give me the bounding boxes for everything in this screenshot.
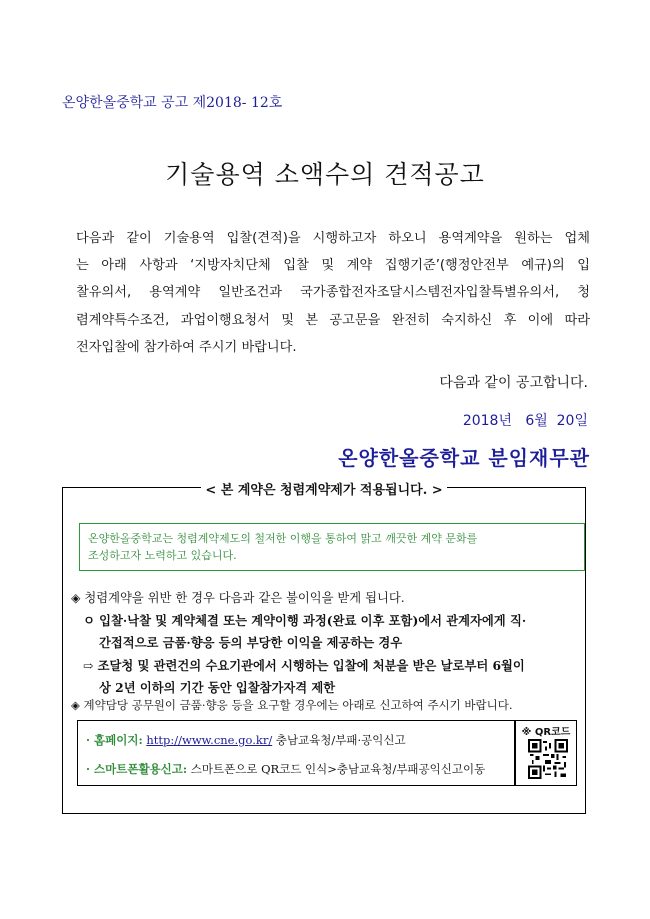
page-title: 기술용역 소액수의 견적공고 <box>165 160 485 189</box>
integrity-box <box>62 483 586 814</box>
intro-line: 전자입찰에 참가하여 주시기 바랍니다. <box>76 339 297 355</box>
smartphone-report-line <box>86 761 485 777</box>
homepage-path: 충남교육청/부패·공익신고 <box>275 733 406 747</box>
green-text-line: 온양한올중학교는 청렴계약제도의 철저한 이행을 통하여 맑고 깨끗한 계약 문화를 <box>88 532 478 545</box>
notice-number: 온양한올중학교 공고 제2018- 12호 <box>62 95 283 111</box>
intro-line: 는 아래 사항과 ‘지방자치단체 입찰 및 계약 집행기준’(행정안전부 예규)의 입 <box>76 258 590 274</box>
integrity-heading <box>63 479 585 498</box>
intro-line: 다음과 같이 기술용역 입찰(견적)을 시행하고자 하오니 용역계약을 원하는 업체 <box>76 231 590 246</box>
report-box <box>77 720 515 786</box>
announce-text: 다음과 같이 공고합니다. <box>439 375 588 391</box>
integrity-heading-text: < 본 계약은 청렴계약제가 적용됩니다. > <box>201 483 446 498</box>
smartphone-label: · 스마트폰활용신고: <box>86 762 188 776</box>
qr-label: ※ QR코드 <box>521 727 571 738</box>
penalty-sub1-line2: 간접적으로 금품·향응 등의 부당한 이익을 제공하는 경우 <box>99 635 403 650</box>
integrity-green-box <box>79 523 585 571</box>
intro-paragraph <box>76 225 590 361</box>
penalty-bullet: ◈ 청렴계약을 위반 한 경우 다음과 같은 불이익을 받게 됩니다. <box>71 591 405 605</box>
smartphone-text: 스마트폰으로 QR코드 인식>충남교육청/부패공익신고이동 <box>190 762 486 776</box>
penalty-sub2-line1: ⇨ 조달청 및 관련건의 수요기관에서 시행하는 입찰에 처분을 받은 날로부터 6월이 <box>83 658 525 673</box>
issuer-name: 온양한올중학교 분임재무관 <box>338 446 590 470</box>
report-bullet: ◈ 계약담당 공무원이 금품·향응 등을 요구할 경우에는 아래로 신고하여 주시기 바랍니다. <box>71 698 513 712</box>
penalty-sub2-line2: 상 2년 이하의 기간 동안 입찰참가자격 제한 <box>99 680 336 695</box>
homepage-link[interactable]: http://www.cne.go.kr/ <box>146 733 273 747</box>
penalty-sub1-line1: ㅇ 입찰·낙찰 및 계약체결 또는 계약이행 과정(완료 이후 포함)에서 관계자에게 직· <box>83 613 527 628</box>
qr-box <box>515 720 577 786</box>
homepage-report-line <box>86 732 406 748</box>
date-text: 2018년 6월 20일 <box>462 413 588 429</box>
intro-line: 렴계약특수조건, 과업이행요청서 및 본 공고문을 완전히 숙지하신 후 이에 따라 <box>76 312 590 328</box>
qr-code-icon[interactable] <box>528 739 568 779</box>
green-text-line: 조성하고자 노력하고 있습니다. <box>88 549 237 562</box>
intro-line: 찰유의서, 용역계약 일반조건과 국가종합전자조달시스템전자입찰특별유의서, 청 <box>76 285 590 301</box>
homepage-label: · 홈페이지: <box>86 733 143 747</box>
